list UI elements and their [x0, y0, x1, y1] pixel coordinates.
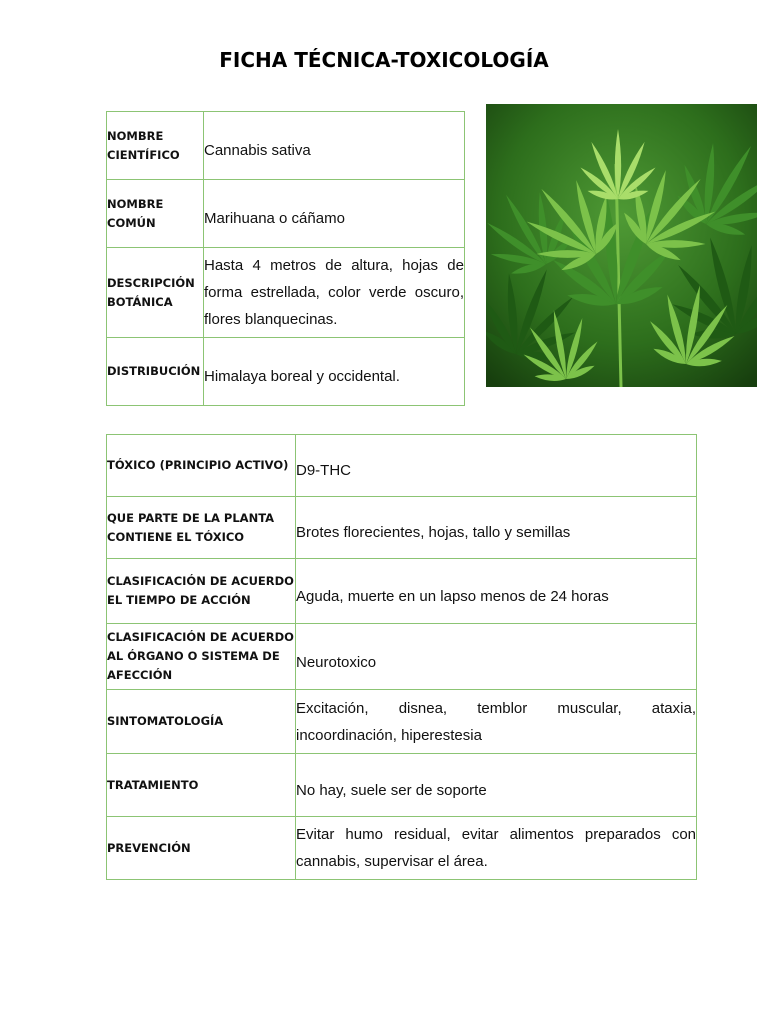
row-value-common-name: Marihuana o cáñamo [204, 180, 465, 248]
page-title: FICHA TÉCNICA-TOXICOLOGÍA [219, 48, 549, 72]
toxicology-table [106, 434, 697, 880]
row-value-botanical-description: Hasta 4 metros de altura, hojas de forma estrellada, color verde oscuro, flores blanquecinas. [204, 248, 465, 338]
row-value-treatment: No hay, suele ser de soporte [296, 754, 697, 817]
row-label-treatment: TRATAMIENTO [107, 754, 296, 817]
row-value-scientific-name: Cannabis sativa [204, 112, 465, 180]
table-row [107, 112, 465, 180]
table-row [107, 435, 697, 497]
table-row [107, 180, 465, 248]
row-value-distribution: Himalaya boreal y occidental. [204, 338, 465, 406]
row-label-distribution: DISTRIBUCIÓN [107, 338, 204, 406]
row-label-affected-organ: CLASIFICACIÓN DE ACUERDO AL ÓRGANO O SISTEMA DE AFECCIÓN [107, 624, 296, 690]
table-row [107, 754, 697, 817]
row-label-symptoms: SINTOMATOLOGÍA [107, 690, 296, 754]
row-label-plant-part: QUE PARTE DE LA PLANTA CONTIENE EL TÓXICO [107, 497, 296, 559]
table-row [107, 817, 697, 880]
row-label-common-name: NOMBRE COMÚN [107, 180, 204, 248]
table-row [107, 248, 465, 338]
table-row [107, 624, 697, 690]
row-value-toxic-principle: D9-THC [296, 435, 697, 497]
row-label-botanical-description: DESCRIPCIÓN BOTÁNICA [107, 248, 204, 338]
row-value-prevention: Evitar humo residual, evitar alimentos preparados con cannabis, supervisar el área. [296, 817, 697, 880]
row-value-action-time: Aguda, muerte en un lapso menos de 24 horas [296, 559, 697, 624]
cannabis-plant-photo [486, 104, 757, 387]
table-row [107, 338, 465, 406]
botanical-info-table [106, 111, 465, 406]
row-value-symptoms: Excitación, disnea, temblor muscular, ataxia, incoordinación, hiperestesia [296, 690, 697, 754]
row-label-prevention: PREVENCIÓN [107, 817, 296, 880]
row-value-affected-organ: Neurotoxico [296, 624, 697, 690]
table-row [107, 690, 697, 754]
row-value-plant-part: Brotes florecientes, hojas, tallo y semillas [296, 497, 697, 559]
row-label-toxic-principle: TÓXICO (PRINCIPIO ACTIVO) [107, 435, 296, 497]
row-label-scientific-name: NOMBRE CIENTÍFICO [107, 112, 204, 180]
table-row [107, 559, 697, 624]
table-row [107, 497, 697, 559]
row-label-action-time: CLASIFICACIÓN DE ACUERDO EL TIEMPO DE ACCIÓN [107, 559, 296, 624]
